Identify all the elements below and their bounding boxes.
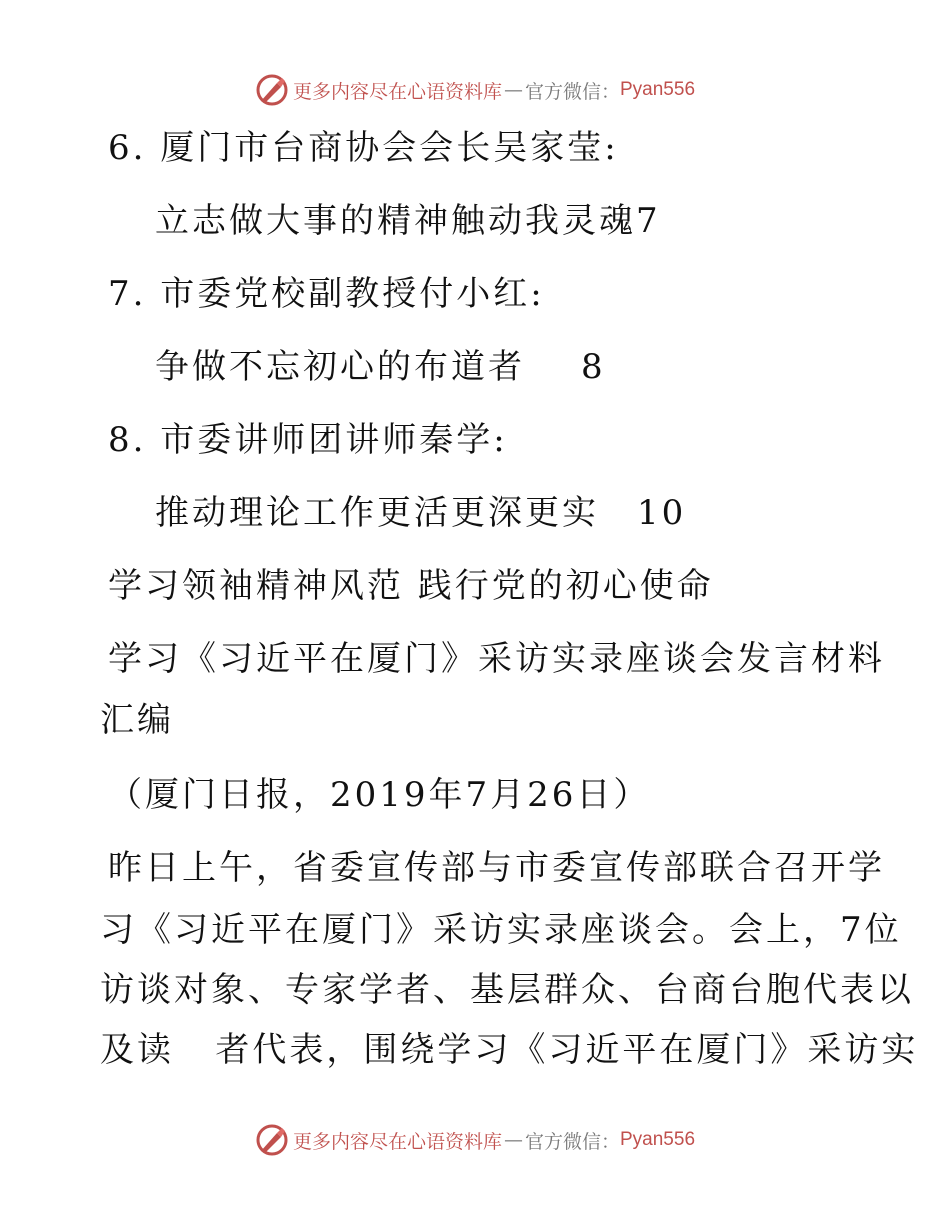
toc-entry-7 [155,347,606,387]
header-banner [0,70,950,110]
doc-source: （厦门日报，2019年7月26日） [108,775,651,815]
toc-title-7: 争做不忘初心的布道者 [155,347,525,387]
doc-title-line2: 汇编 [100,700,174,740]
banner-text: 更多内容尽在心语资料库 [292,1130,502,1153]
toc-entry-8 [155,493,686,533]
doc-subtitle: 学习领袖精神风范 践行党的初心使命 [108,566,714,606]
toc-page-8: 10 [637,493,687,533]
banner-wechat-id: Pyan556 [620,79,696,100]
banner-wechat-label: 官方微信： [524,80,620,103]
body-line-1: 昨日上午，省委宣传部与市委宣传部联合召开学 [108,848,885,888]
toc-heading-7: 7. 市委党校副教授付小红: [108,274,545,314]
banner-wechat-label: 官方微信： [524,1130,620,1153]
toc-page-7: 8 [581,347,606,387]
toc-title-8: 推动理论工作更活更深更实 [155,493,599,533]
toc-heading-6: 6. 厦门市台商协会会长吴家莹: [108,128,619,168]
toc-title-6: 立志做大事的精神触动我灵魂 [155,201,636,241]
banner-separator: — [503,79,523,101]
toc-entry-6 [155,201,661,241]
footer-banner [0,1120,950,1160]
banner-wechat-id: Pyan556 [620,1129,696,1150]
toc-heading-8: 8. 市委讲师团讲师秦学: [108,420,508,460]
body-line-3: 访谈对象、专家学者、基层群众、台商台胞代表以 [100,970,914,1010]
doc-title-line1: 学习《习近平在厦门》采访实录座谈会发言材料 [108,639,885,679]
banner-text: 更多内容尽在心语资料库 [292,80,502,103]
body-line-4: 及读 者代表，围绕学习《习近平在厦门》采访实 [100,1030,919,1070]
pen-logo-icon [255,73,289,107]
toc-page-6: 7 [636,201,661,241]
banner-separator: — [503,1129,523,1151]
body-line-2: 习《习近平在厦门》采访实录座谈会。会上，7位 [100,910,902,950]
pen-logo-icon [255,1123,289,1157]
